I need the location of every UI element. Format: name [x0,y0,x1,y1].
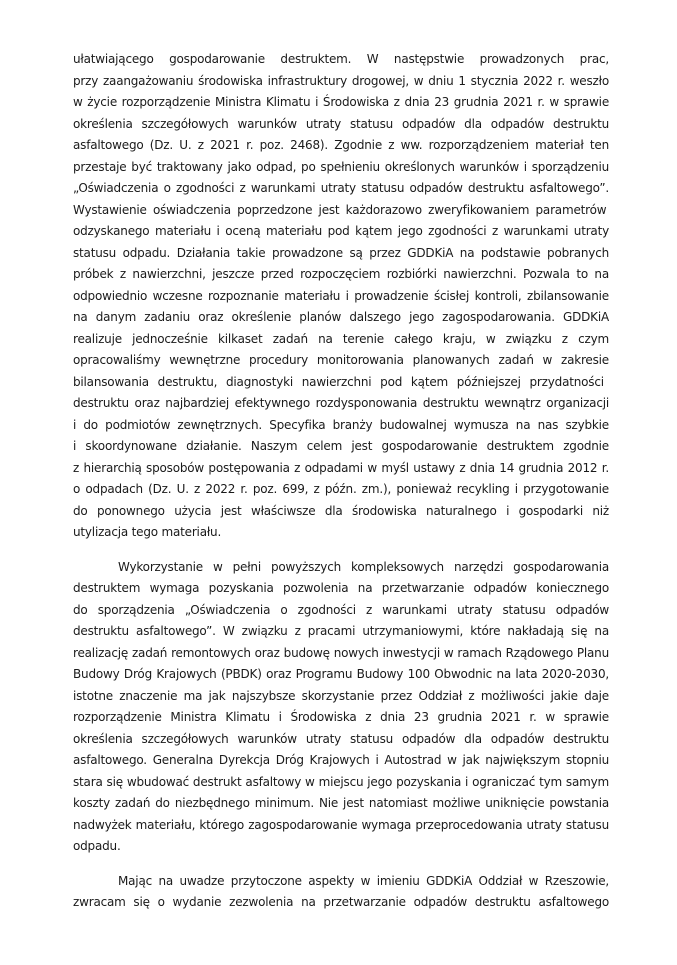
text-line-content: Budowy Dróg Krajowych (PBDK) oraz Programu Budowy 100 Obwodnic na lata 2020-2030, [73,667,609,681]
paragraph-3 [73,871,609,914]
text-line [73,686,609,708]
text-line-content: Wykorzystanie w pełni powyższych kompleksowych narzędzi gospodarowania [118,559,609,574]
text-line-content: asfaltowego (Dz. U. z 2021 r. poz. 2468). Zgodnie z ww. rozporządzeniem materiał ten [73,138,609,152]
document-page [73,49,609,914]
text-line-content: w życie rozporządzenie Ministra Klimatu i Środowiska z dnia 23 grudnia 2021 r. w sprawie [73,95,609,109]
text-line [73,815,609,837]
text-line [73,221,609,243]
text-line [73,329,609,351]
text-line [73,600,609,622]
text-line-content: nadwyżek materiału, którego zagospodarowanie wymaga przeprocedowania utraty statusu [73,817,609,832]
text-line [73,501,609,523]
text-line [73,458,609,480]
text-line [73,415,609,437]
text-line-content: „Oświadczenia o zgodności z warunkami utraty statusu odpadów destruktu asfaltowego”. [73,181,609,195]
text-line-content: ułatwiającego gospodarowanie destruktem. W następstwie prowadzonych prac, [73,52,609,66]
text-line-content: określenia szczegółowych warunków utraty statusu odpadów dla odpadów destruktu [73,731,609,746]
text-line-content: do ponownego użycia jest właściwsze dla środowiska naturalnego i gospodarki niż [73,503,609,518]
text-line [73,350,609,372]
text-line [73,643,609,665]
text-line [73,243,609,265]
text-line [73,750,609,772]
text-line-content: Wystawienie oświadczenia poprzedzone jest każdorazowo zweryfikowaniem parametrów [73,202,607,217]
text-line-content: opracowaliśmy wewnętrzne procedury monitorowania planowanych zadań w zakresie [73,353,609,367]
text-line-content: odpowiednio wczesne rozpoznanie materiału i prowadzenie ścisłej kontroli, zbilansowanie [73,288,609,303]
text-line-content: do sporządzenia „Oświadczenia o zgodności z warunkami utraty statusu odpadów [73,602,609,617]
text-line-content: destruktu asfaltowego”. W związku z pracami utrzymaniowymi, które nakładają się na [73,624,609,638]
text-line [73,871,609,893]
text-line-content: i do podmiotów zewnętrznych. Specyfika branży budowalnej wymusza na nas szybkie [73,417,609,432]
text-line-content: z hierarchią sposobów postępowania z odpadami w myśl ustawy z dnia 14 grudnia 2012 r. [73,460,609,475]
text-line-content: asfaltowego. Generalna Dyrekcja Dróg Krajowych i Autostrad w jak największym stopniu [73,753,609,767]
text-line-content: realizację zadań remontowych oraz budowę nowych inwestycji w ramach Rządowego Planu [73,645,609,660]
text-line [73,178,609,200]
paragraph-1 [73,49,609,544]
text-line [73,200,609,222]
text-line [73,135,609,157]
text-line [73,664,609,686]
text-line-content: istotne znaczenie ma jak najszybsze skorzystanie przez Oddział z możliwości jakie daje [73,688,609,703]
text-line-content: odzyskanego materiału i oceną materiału pod kątem jego zgodności z warunkami utraty [73,224,609,238]
text-line [73,772,609,794]
text-line-content: destruktem wymaga pozyskania pozwolenia na przetwarzanie odpadów koniecznego [73,581,609,595]
text-line-content: na danym zadaniu oraz określenie planów dalszego jego zagospodarowania. GDDKiA [73,310,609,324]
text-line [73,157,609,179]
text-line-content: i skoordynowane działanie. Naszym celem jest gospodarowanie destruktem zgodnie [73,439,609,453]
text-line [73,372,609,394]
text-line-content: próbek z nawierzchni, jeszcze przed rozpoczęciem rozbiórki nawierzchni. Pozwala to na [73,267,609,281]
text-line [73,436,609,458]
text-line [73,307,609,329]
text-line [73,892,609,914]
text-line [73,286,609,308]
text-line [73,729,609,751]
text-line-content: przestaje być traktowany jako odpad, po spełnieniu określonych warunków i sporządzeniu [73,159,609,174]
text-line [73,264,609,286]
text-line [73,707,609,729]
text-line-content: o odpadach (Dz. U. z 2022 r. poz. 699, z późn. zm.), ponieważ recykling i przygotowanie [73,482,609,496]
text-line [73,92,609,114]
text-line-content: określenia szczegółowych warunków utraty statusu odpadów dla odpadów destruktu [73,116,609,131]
text-line [73,836,609,858]
text-line [73,49,609,71]
text-line [73,393,609,415]
text-line-content: statusu odpadu. Działania takie prowadzone są przez GDDKiA na podstawie pobranych [73,245,609,260]
text-line-content: stara się wbudować destrukt asfaltowy w miejscu jego pozyskania i ograniczać tym samym [73,774,609,789]
text-line [73,557,609,579]
text-line [73,578,609,600]
paragraph-2 [73,557,609,858]
text-line [73,114,609,136]
text-line [73,793,609,815]
text-line-content: odpadu. [73,839,121,853]
text-line [73,479,609,501]
text-line-content: koszty zadań do niezbędnego minimum. Nie jest natomiast możliwe uniknięcie powstania [73,796,609,810]
text-line-content: utylizacja tego materiału. [73,525,222,539]
text-line-content: rozporządzenie Ministra Klimatu i Środowiska z dnia 23 grudnia 2021 r. w sprawie [73,710,609,724]
text-line [73,522,609,544]
text-line-content: bilansowania destruktu, diagnostyki nawierzchni pod kątem późniejszej przydatności [73,374,604,389]
text-line-content: zwracam się o wydanie zezwolenia na przetwarzanie odpadów destruktu asfaltowego [73,895,609,909]
text-line-content: przy zaangażowaniu środowiska infrastruktury drogowej, w dniu 1 stycznia 2022 r. weszło [73,73,609,88]
text-line-content: realizuje jednocześnie kilkaset zadań na terenie całego kraju, w związku z czym [73,331,609,346]
text-line-content: Mając na uwadze przytoczone aspekty w imieniu GDDKiA Oddział w Rzeszowie, [118,873,609,888]
text-line [73,71,609,93]
text-line-content: destruktu oraz najbardziej efektywnego rozdysponowania destruktu wewnątrz organizacji [73,396,609,410]
text-line [73,621,609,643]
